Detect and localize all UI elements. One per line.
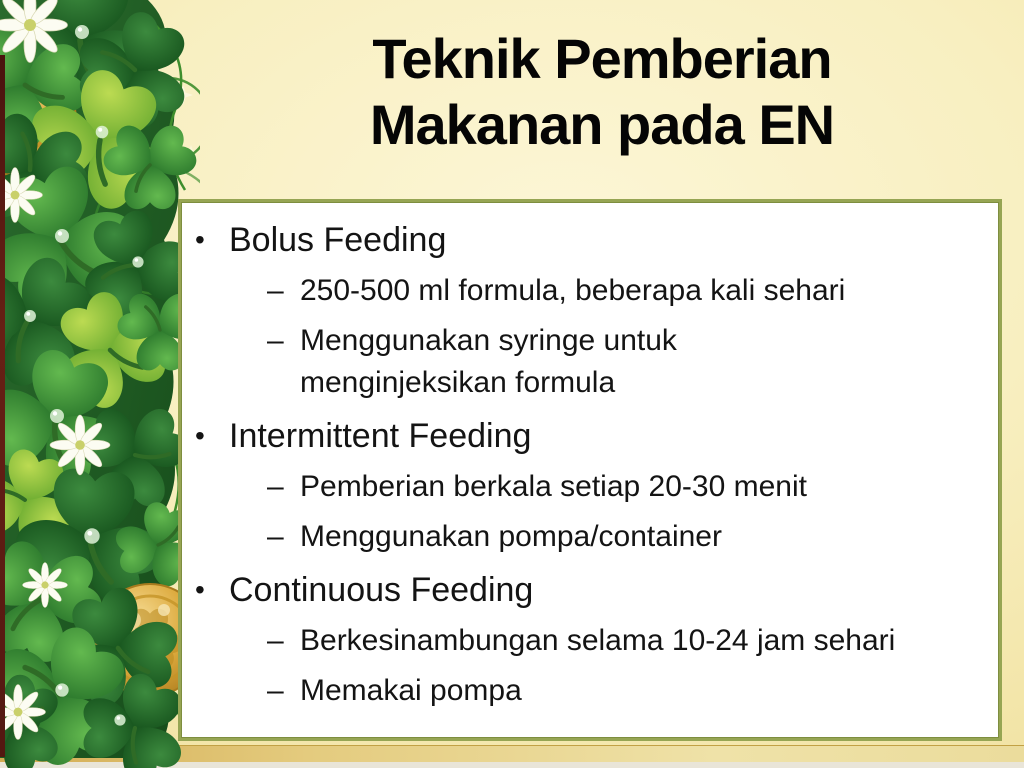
slide-title — [190, 26, 1014, 158]
bullet-text: Intermittent Feeding — [229, 417, 532, 455]
bullet-icon: • — [195, 574, 205, 605]
left-edge-maroon-strip — [0, 55, 5, 757]
sub-bullet-text: Menggunakan syringe untuk menginjeksikan formula — [300, 324, 677, 399]
sub-bullet-item — [267, 466, 985, 508]
white-flower — [50, 415, 110, 475]
dash-icon: – — [267, 674, 284, 707]
bullet-list — [181, 202, 999, 712]
white-flower — [23, 563, 68, 608]
bullet-text: Continuous Feeding — [229, 571, 534, 609]
dash-icon: – — [267, 470, 284, 503]
sub-bullet-item — [267, 670, 985, 712]
sub-bullet-item — [267, 320, 985, 404]
sub-bullet-text: Pemberian berkala setiap 20-30 menit — [300, 470, 807, 503]
bullet-icon: • — [195, 224, 205, 255]
sub-bullet-text: Menggunakan pompa/container — [300, 520, 722, 553]
sub-bullet-item — [267, 620, 985, 662]
bullet-icon: • — [195, 420, 205, 451]
bullet-item — [195, 568, 985, 612]
bullet-text: Bolus Feeding — [229, 221, 447, 259]
sub-bullet-text: Memakai pompa — [300, 674, 522, 707]
sub-bullet-item — [267, 270, 985, 312]
title-line-1: Teknik Pemberian — [372, 27, 832, 90]
dash-icon: – — [267, 520, 284, 553]
sub-bullet-text: Berkesinambungan selama 10-24 jam sehari — [300, 624, 896, 657]
dash-icon: – — [267, 624, 284, 657]
dash-icon: – — [267, 324, 284, 357]
bullet-item — [195, 218, 985, 262]
bullet-item — [195, 414, 985, 458]
dash-icon: – — [267, 274, 284, 307]
sub-bullet-text: 250-500 ml formula, beberapa kali sehari — [300, 274, 846, 307]
sub-bullet-item — [267, 516, 985, 558]
content-box — [178, 199, 1002, 741]
clover-coin-illustration — [0, 0, 200, 768]
title-line-2: Makanan pada EN — [369, 93, 835, 156]
